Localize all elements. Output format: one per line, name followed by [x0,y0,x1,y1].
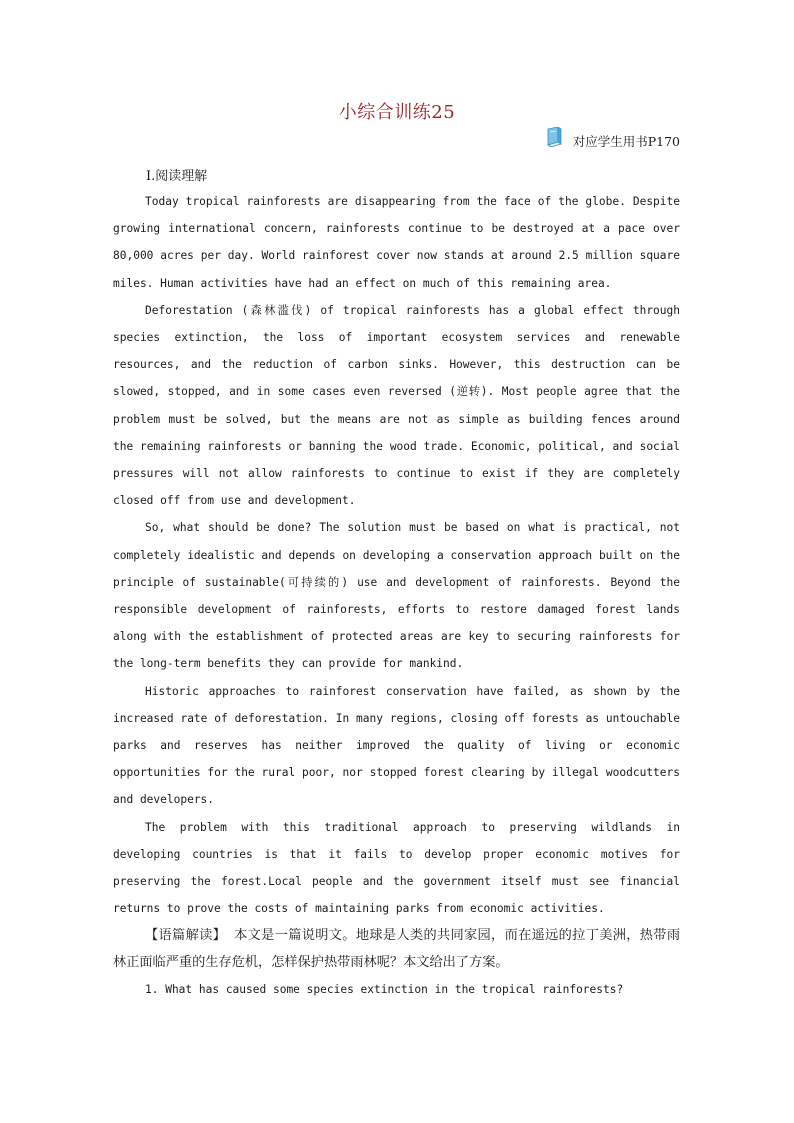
passage-paragraph: Deforestation (森林滥伐) of tropical rainforests has a global effect through species extinction, the loss of important ecosystem services and renewable resources, and the reduction of carbon sinks. However, this destruction can be slowed, stopped, and in some cases even reversed (逆转). Most people agree that the problem must be solved, but the means are not as simple as building fences around the remaining rainforests or banning the wood trade. Economic, political, and social pressures will not allow rainforests to continue to exist if they are completely closed off from use and development. [113,303,680,508]
passage-analysis [113,922,680,976]
analysis-text: 本文是一篇说明文。地球是人类的共同家园，而在遥远的拉丁美洲，热带雨林正面临严重的生存危机，怎样保护热带雨林呢？本文给出了方案。 [113,928,681,971]
passage-paragraph: Today tropical rainforests are disappearing from the face of the globe. Despite growing international concern, rainforests continue to be destroyed at a pace over 80,000 acres per day. World rainforest cover now stands at around 2.5 million square miles. Human activities have had an effect on much of this remaining area. [113,195,680,290]
reference-text: 对应学生用书P170 [572,134,680,149]
question-item: 1. What has caused some species extinction in the tropical rainforests? [145,983,624,997]
analysis-tag: 【语篇解读】 [145,928,227,944]
book-icon [545,127,563,147]
passage-paragraph: The problem with this traditional approach to preserving wildlands in developing countries is that it fails to develop proper economic motives for preserving the forest.Local people and the government itself must see financial returns to prove the costs of maintaining parks from economic activities. [113,820,680,916]
page-title: 小综合训练25 [338,102,456,123]
section-label: Ⅰ.阅读理解 [146,169,208,184]
book-reference [545,131,680,151]
passage-paragraph: So, what should be done? The solution must be based on what is practical, not completely idealistic and depends on developing a conservation approach built on the principle of sustainable(可持续的) use and development of rainforests. Beyond the responsible development of rainforests, efforts to restore damaged forest lands along with the establishment of protected areas are key to securing rainforests for the long-term benefits they can provide for mankind. [113,521,680,671]
passage-paragraph: Historic approaches to rainforest conservation have failed, as shown by the increased rate of deforestation. In many regions, closing off forests as untouchable parks and reserves has neither improved the quality of living or economic opportunities for the rural poor, nor stopped forest clearing by illegal woodcutters and developers. [113,684,680,807]
passage [113,188,680,1004]
